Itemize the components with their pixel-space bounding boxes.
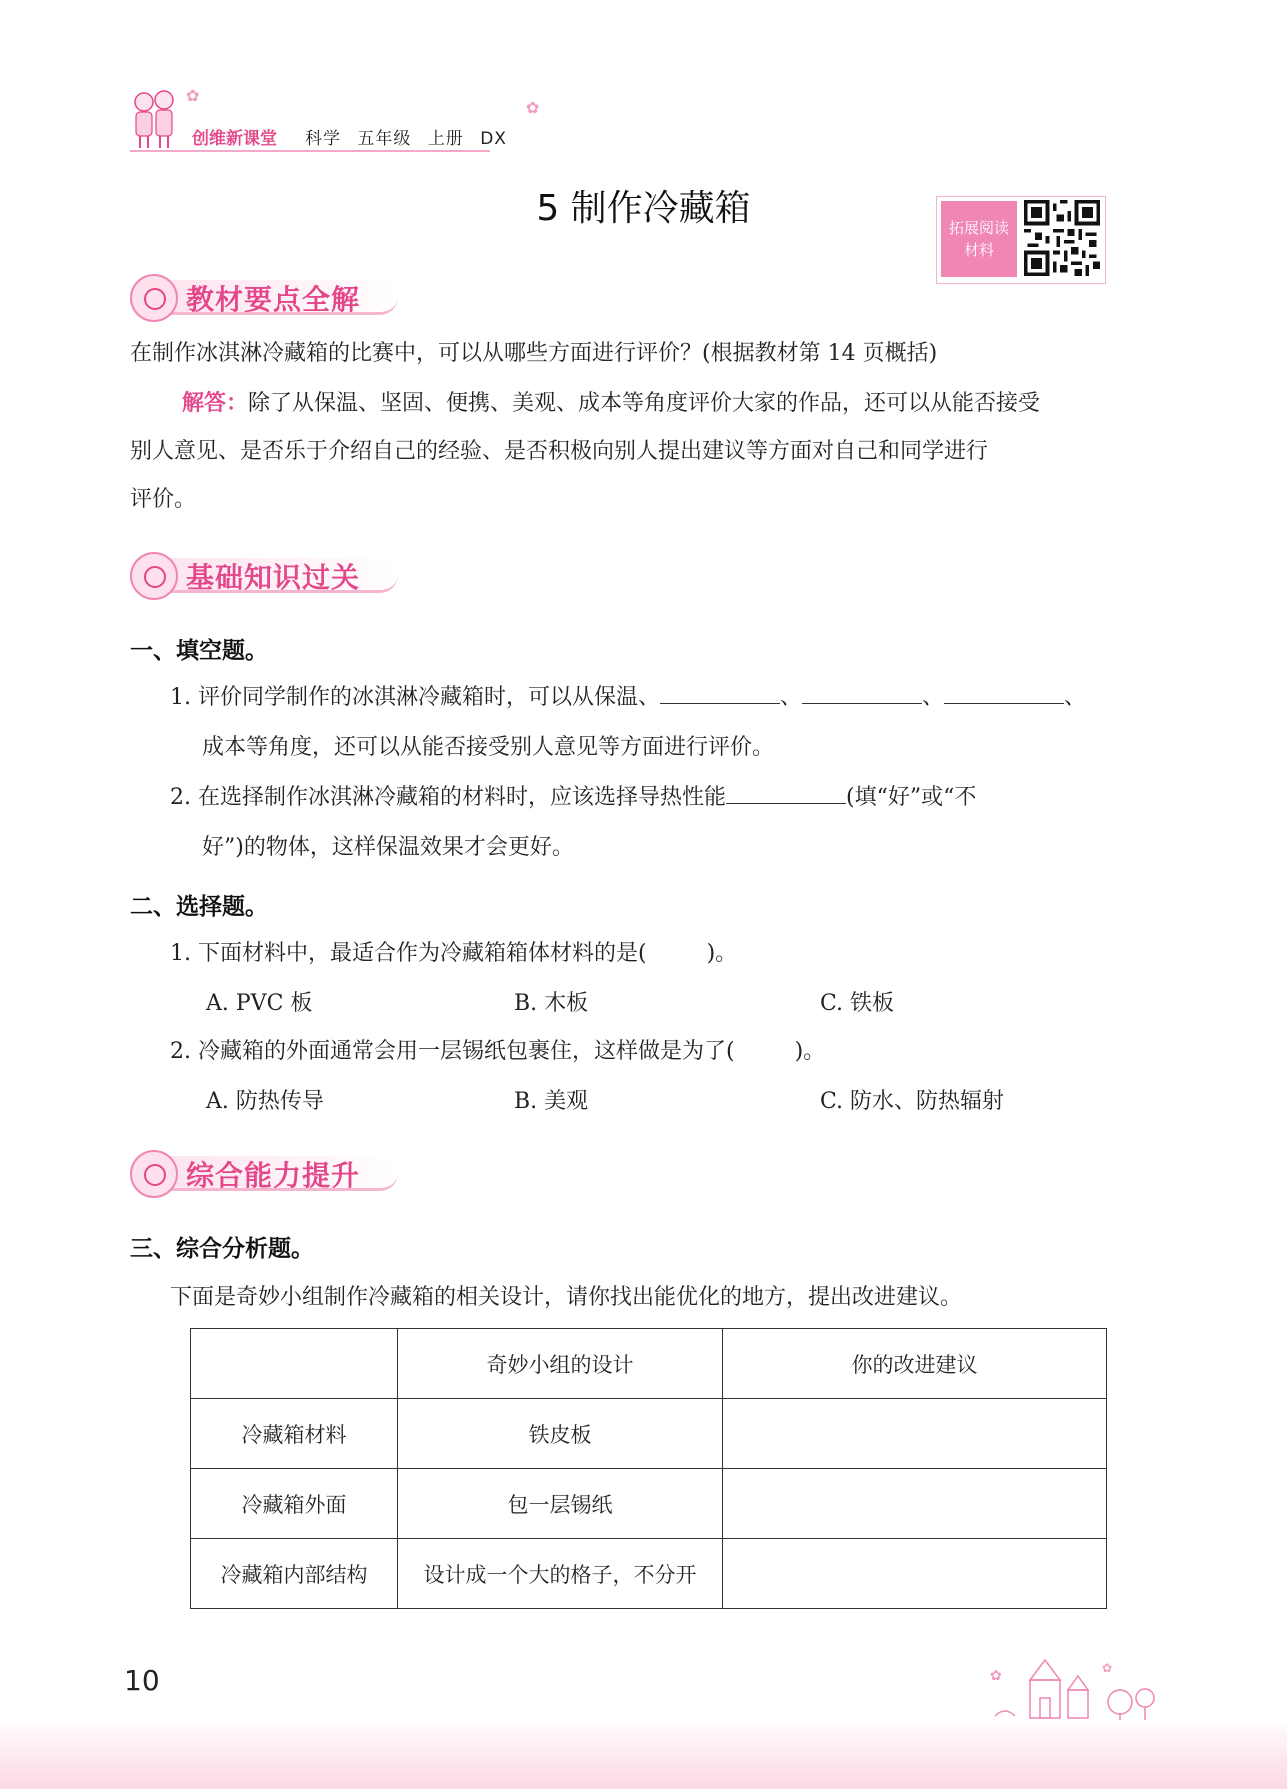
sparkle-icon: ✿ xyxy=(186,86,200,105)
section-header-comprehensive xyxy=(130,1148,410,1196)
option-b[interactable]: B. 美观 xyxy=(514,1089,589,1114)
section-header-basic-knowledge xyxy=(130,550,410,598)
answer-line: 评价。 xyxy=(130,487,197,512)
book-info xyxy=(305,124,517,149)
question-text: 2. 冷藏箱的外面通常会用一层锡纸包裹住，这样做是为了( xyxy=(170,1039,735,1064)
table-header: 奇妙小组的设计 xyxy=(398,1329,723,1399)
edition-label: DX xyxy=(480,129,507,149)
part-title: 一、填空题。 xyxy=(130,638,268,664)
answer-blank[interactable] xyxy=(802,681,922,704)
question-text: 2. 在选择制作冰淇淋冷藏箱的材料时，应该选择导热性能 xyxy=(170,785,726,810)
question-intro: 下面是奇妙小组制作冷藏箱的相关设计，请你找出能优化的地方，提出改进建议。 xyxy=(170,1285,963,1310)
question-text: 好”)的物体，这样保温效果才会更好。 xyxy=(202,835,574,860)
section-heading: 教材要点全解 xyxy=(186,283,361,316)
suggestion-cell[interactable] xyxy=(723,1399,1107,1469)
table-cell: 冷藏箱内部结构 xyxy=(191,1539,398,1609)
suggestion-cell[interactable] xyxy=(723,1539,1107,1609)
volume-label: 上册 xyxy=(427,129,464,149)
table-cell: 包一层锡纸 xyxy=(398,1469,723,1539)
header-divider xyxy=(130,150,490,152)
table-cell: 设计成一个大的格子，不分开 xyxy=(398,1539,723,1609)
mascot-icon xyxy=(130,1150,178,1198)
choice-question-1 xyxy=(170,936,737,967)
qr-label-line1: 拓展阅读 xyxy=(948,218,1009,237)
question-text: (填“好”或“不 xyxy=(846,785,977,810)
svg-text:✿: ✿ xyxy=(990,1668,1002,1684)
answer-line: 别人意见、是否乐于介绍自己的经验、是否积极向别人提出建议等方面对自己和同学进行 xyxy=(130,439,989,464)
children-illustration xyxy=(128,88,180,150)
answer-blank[interactable] xyxy=(944,681,1064,704)
option-b[interactable]: B. 木板 xyxy=(514,991,589,1016)
answer-blank[interactable] xyxy=(726,781,846,804)
question-text: )。 xyxy=(706,941,738,966)
svg-text:✿: ✿ xyxy=(1102,1661,1113,1675)
section-heading: 基础知识过关 xyxy=(186,561,361,594)
footer-band xyxy=(0,1718,1287,1789)
page-number: 10 xyxy=(124,1664,160,1697)
answer-paragraph xyxy=(130,380,1130,428)
mascot-icon xyxy=(130,274,178,322)
section-heading: 综合能力提升 xyxy=(186,1159,361,1192)
separator: 、 xyxy=(922,685,945,710)
table-cell: 冷藏箱外面 xyxy=(191,1469,398,1539)
qr-label-line2: 材料 xyxy=(963,241,994,259)
table-cell: 冷藏箱材料 xyxy=(191,1399,398,1469)
qr-label xyxy=(941,201,1017,277)
table-header: 你的改进建议 xyxy=(723,1329,1107,1399)
table-row xyxy=(191,1399,1107,1469)
table-cell: 铁皮板 xyxy=(398,1399,723,1469)
subject-label: 科学 xyxy=(305,129,341,149)
separator: 、 xyxy=(780,685,803,710)
table-row xyxy=(191,1539,1107,1609)
sparkle-icon: ✿ xyxy=(526,98,540,117)
qr-code-icon[interactable] xyxy=(1024,200,1100,276)
answer-blank[interactable] xyxy=(660,681,780,704)
suggestion-cell[interactable] xyxy=(723,1469,1107,1539)
question-text: 1. 下面材料中，最适合作为冷藏箱箱体材料的是( xyxy=(170,941,647,966)
option-c[interactable]: C. 铁板 xyxy=(820,991,895,1016)
choice-question-2 xyxy=(170,1034,825,1065)
option-a[interactable]: A. 防热传导 xyxy=(206,1089,324,1114)
answer-line: 除了从保温、坚固、便携、美观、成本等角度评价大家的作品，还可以从能否接受 xyxy=(248,391,1041,416)
part-title: 三、综合分析题。 xyxy=(130,1236,314,1262)
table-header-row xyxy=(191,1329,1107,1399)
table-header xyxy=(191,1329,398,1399)
table-row xyxy=(191,1469,1107,1539)
castle-illustration xyxy=(990,1650,1170,1720)
option-a[interactable]: A. PVC 板 xyxy=(206,991,313,1016)
brand-name: 创维新课堂 xyxy=(192,129,277,149)
section-header-key-points xyxy=(130,272,410,320)
question-text: 成本等角度，还可以从能否接受别人意见等方面进行评价。 xyxy=(202,735,775,760)
design-table xyxy=(190,1328,1107,1609)
fill-question-1 xyxy=(170,680,1086,711)
answer-key: 解答： xyxy=(182,391,249,416)
question-text: )。 xyxy=(794,1039,826,1064)
question-text: 在制作冰淇淋冷藏箱的比赛中，可以从哪些方面进行评价？(根据教材第 14 页概括) xyxy=(130,341,938,366)
mascot-icon xyxy=(130,552,178,600)
question-text: 1. 评价同学制作的冰淇淋冷藏箱时，可以从保温、 xyxy=(170,685,660,710)
lesson-title: 5 制作冷藏箱 xyxy=(536,188,751,229)
part-title: 二、选择题。 xyxy=(130,894,268,920)
separator: 、 xyxy=(1064,685,1087,710)
option-c[interactable]: C. 防水、防热辐射 xyxy=(820,1089,1005,1114)
grade-label: 五年级 xyxy=(357,129,412,149)
fill-question-2 xyxy=(170,780,976,811)
